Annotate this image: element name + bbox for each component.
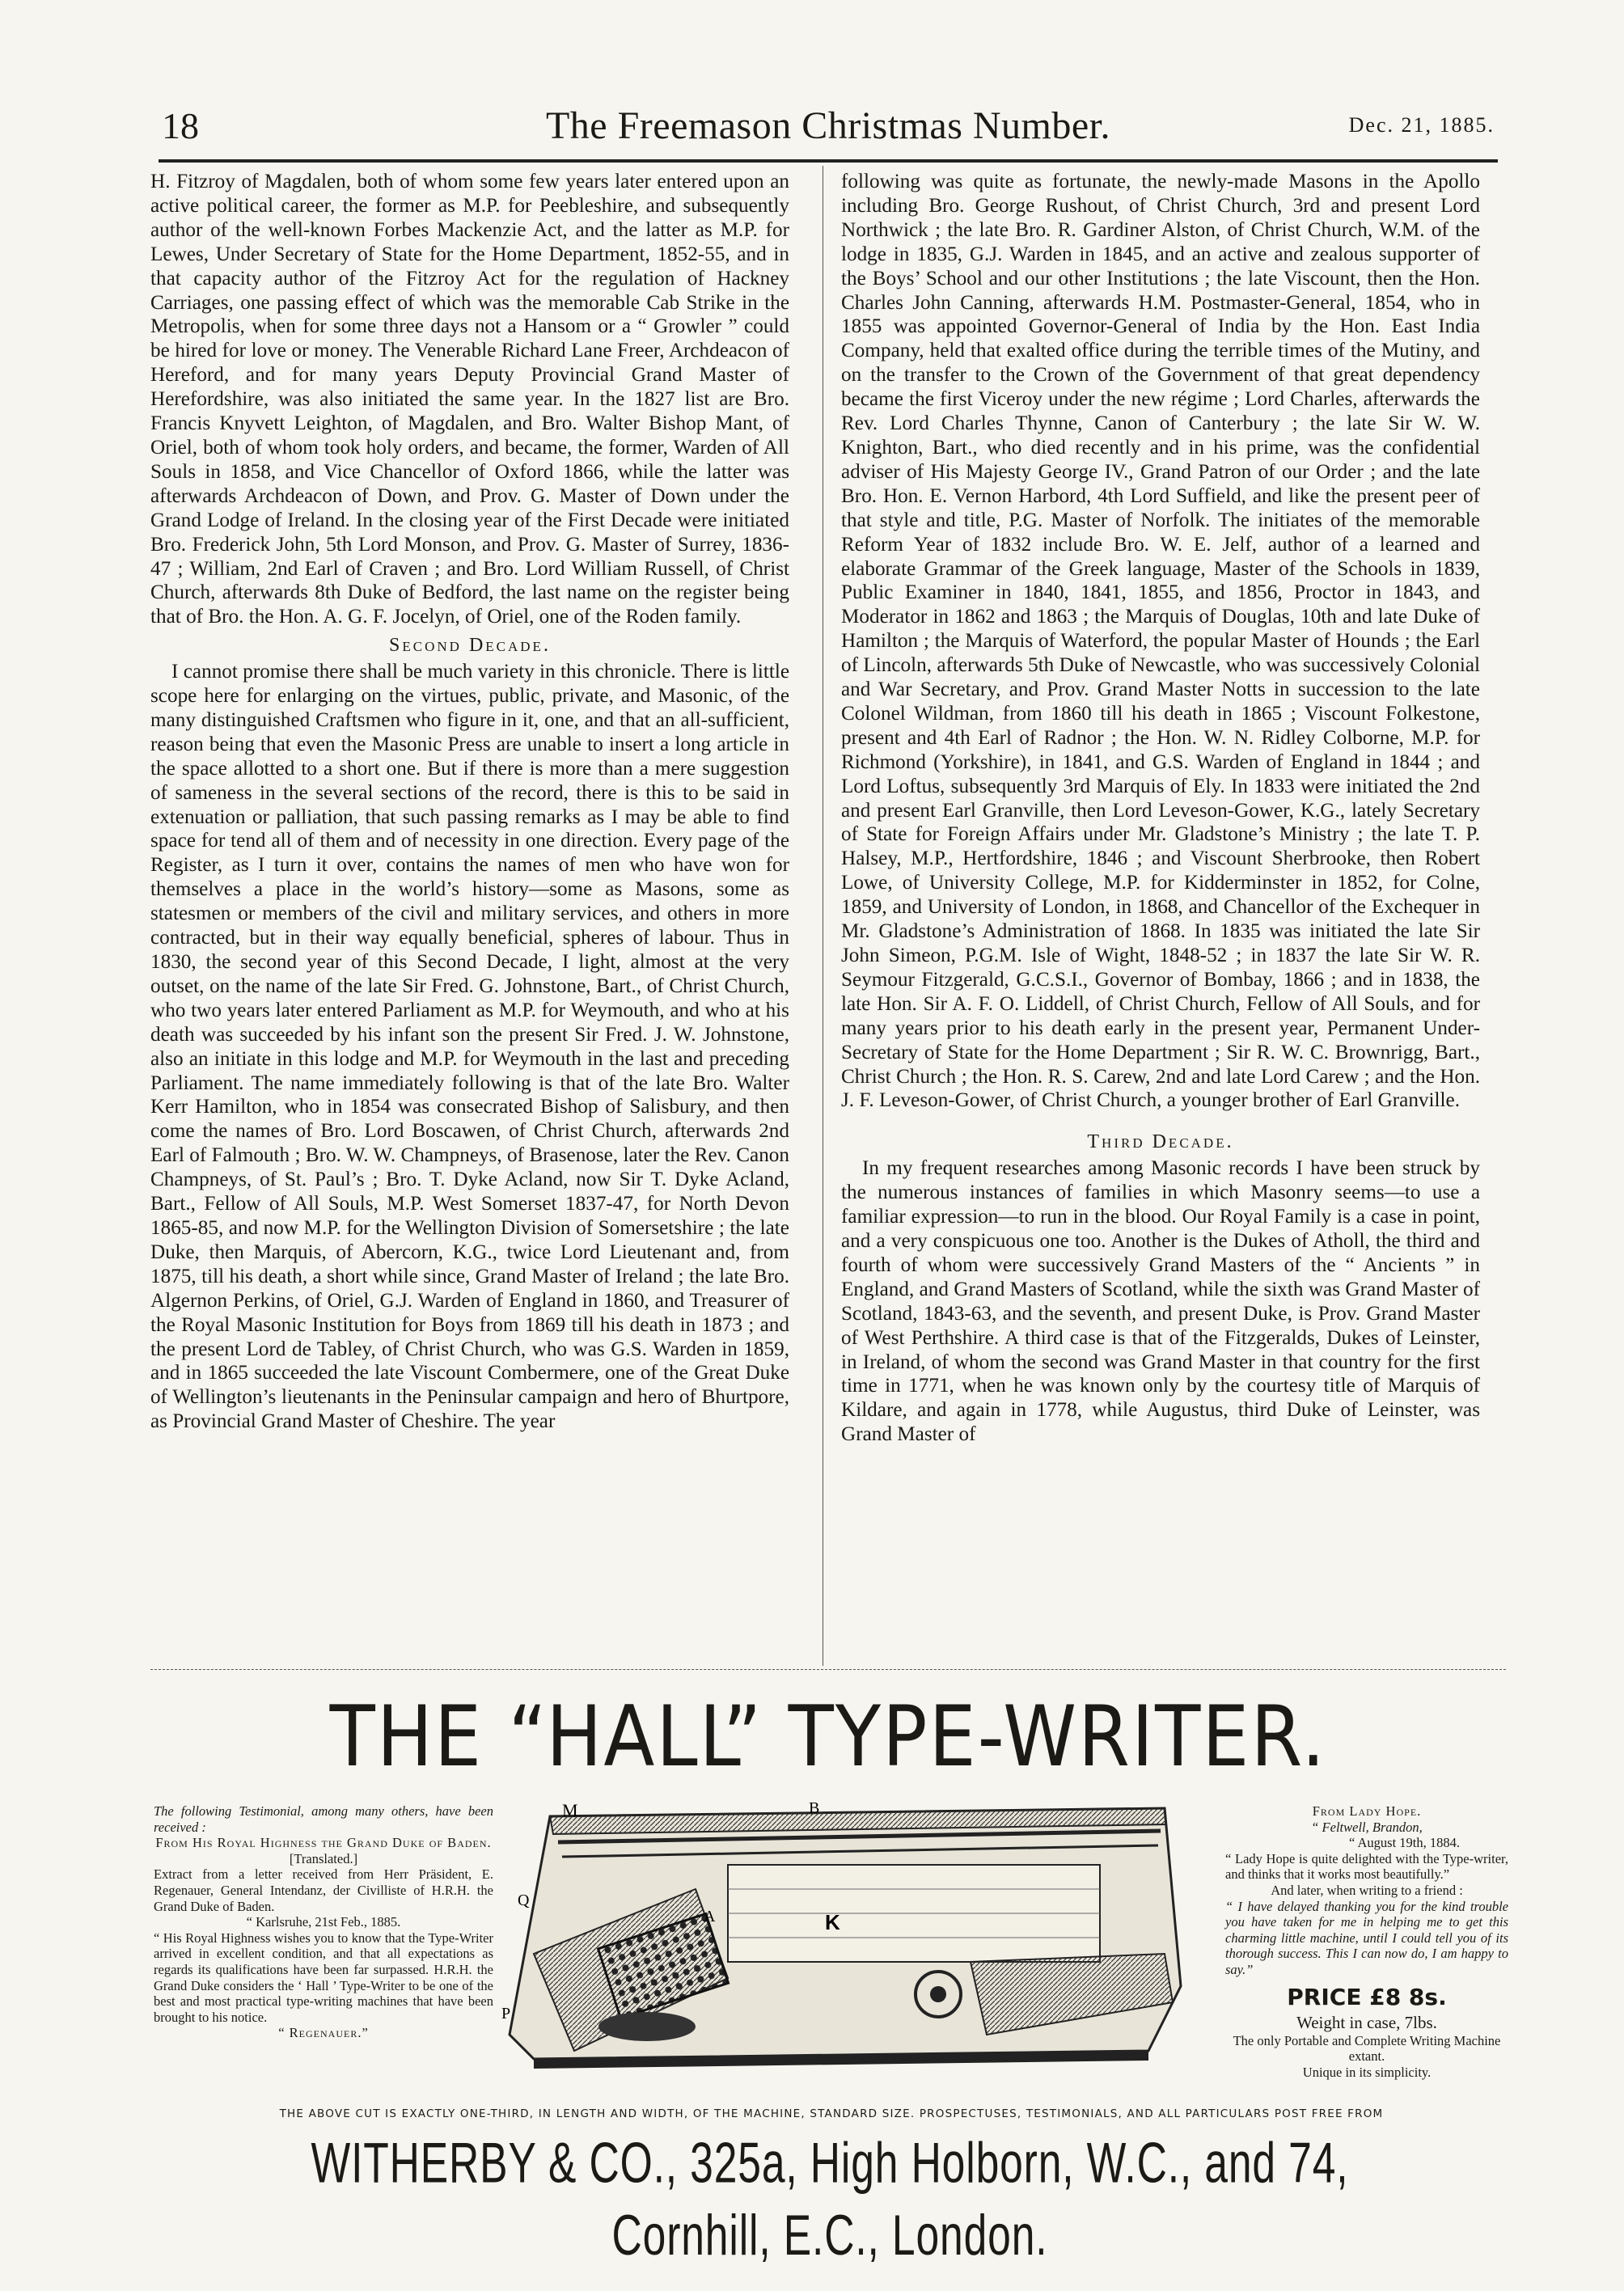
left-column: [150, 170, 789, 1434]
lady-hope-body-2: And later, when writing to a friend :: [1271, 1882, 1463, 1898]
testimonial-body: “ His Royal Highness wishes you to know that the Type-Writer arrived in excellent condition, and that all expectations as regards its qualifications have been far surpassed. H.R.H. the Grand Duke considers the ‘ Hall ’ Type-Writer to be one of the best and most practical type-writing machines that have been brought to his notice.: [154, 1930, 493, 2025]
tagline: The only Portable and Complete Writing Machine extant.: [1233, 2032, 1501, 2065]
lady-hope-date: “ August 19th, 1884.: [1348, 1835, 1460, 1851]
advertiser-address: WITHERBY & CO., 325a, High Holborn, W.C., and 74, Cornhill, E.C., London.: [311, 2130, 1349, 2268]
left-paragraph-1: H. Fitzroy of Magdalen, both of whom some few years later entered upon an active political career, the former as M.P. for Peebleshire, and subsequently author of the well-known Forbes Mackenzie Act, and the latter as M.P. for Lewes, Under Secretary of State for the Home Department, 1852-55, and in that capacity author of the Fitzroy Act for the regulation of Hackney Carriages, one passing effect of which was the memorable Cab Strike in the Metropolis, when for some three days not a Hansom or a “ Growler ” could be hired for love or money. The Venerable Richard Lane Freer, Archdeacon of Hereford, and for many years Deputy Provincial Grand Master of Herefordshire, was also initiated the same year. In the 1827 list are Bro. Francis Knyvett Leighton, of Magdalen, and Bro. Walter Bishop Mant, of Oriel, both of whom took holy orders, and became, the former, Warden of All Souls in 1858, and Vice Chancellor of Oxford 1866, while the latter was afterwards Archdeacon of Down, and Prov. G. Master of Down under the Grand Lodge of Ireland. In the closing year of the First Decade were initiated Bro. Frederick John, 5th Lord Monson, and Prov. G. Master of Surrey, 1836-47 ; William, 2nd Earl of Craven ; and Bro. Lord William Russell, of Christ Church, afterwards 8th Duke of Bedford, the last name on the register being that of Bro. the Hon. A. G. F. Jocelyn, of Oriel, one of the Roden family.: [150, 171, 789, 628]
price-label: PRICE £8 8s.: [1287, 1983, 1447, 2010]
page-number: 18: [162, 105, 199, 146]
machine-letter-p: P: [501, 2005, 511, 2023]
machine-letter-k: K: [825, 1910, 840, 1934]
right-paragraph-1: following was quite as fortunate, the newly-made Masons in the Apollo including Bro. George Rushout, of Christ Church, 3rd and present Lord Northwick ; the late Bro. R. Gardiner Alston, of Christ Church, W.M. of the lodge in 1835, G.J. Warden in 1845, and an active and zealous supporter of the Boys’ School and our other Institutions ; the late Viscount, then the Hon. Charles John Canning, afterwards H.M. Postmaster-General, 1854, who in 1855 was appointed Governor-General of India by the Hon. East India Company, held that exalted office during the terrible times of the Mutiny, and on the transfer to the Crown of the Government of that great dependency became the first Viceroy under the new régime ; Lord Charles, afterwards the Rev. Lord Charles Thynne, Canon of Canterbury ; the late Sir W. W. Knighton, Bart., who died recently and in his prime, was the confidential adviser of His Majesty George IV., Grand Patron of our Order ; and the late Bro. Hon. E. Vernon Harbord, 4th Lord Suffield, and like the present peer of that style and title, P.G. Master of Norfolk. The initiates of the memorable Reform Year of 1832 include Bro. W. E. Jelf, author of a learned and elaborate Grammar of the Greek language, Master of the Schools in 1839, Public Examiner in 1840, 1841, 1855, and 1856, Proctor in 1843, and Moderator in 1862 and 1863 ; the Marquis of Douglas, 10th and late Duke of Hamilton ; the Marquis of Waterford, the popular Master of Hounds ; the Earl of Lincoln, afterwards 5th Duke of Newcastle, who was successively Colonial and War Secretary, and Prov. Grand Master Notts in succession to the late Colonel Wildman, from 1860 till his death in 1865 ; Viscount Folkestone, present and 4th Earl of Radnor ; the Hon. W. N. Ridley Colborne, M.P. for Richmond (Yorkshire), in 1841, and G.S. Warden of England in 1844 ; and Lord Loftus, subsequently 3rd Marquis of Ely. In 1833 were initiated the 2nd and present Earl Granville, then Lord Leveson-Gower, K.G., lately Secretary of State for Foreign Affairs under Mr. Gladstone’s Ministry ; the late T. P. Halsey, M.P., Hertfordshire, 1846 ; and Viscount Sherbrooke, then Robert Lowe, of University College, M.P. for Kidderminster in 1852, for Colne, 1859, and University of London, in 1868, and Chancellor of the Exchequer in Mr. Gladstone’s Administration of 1868. In 1835 was initiated the late Sir John Simeon, P.G.M. Isle of Wight, 1848-52 ; in 1837 the late Sir W. R. Seymour Fitzgerald, G.C.S.I., Governor of Bombay, 1866 ; and in 1838, the late Hon. Sir A. F. O. Liddell, of Christ Church, Fellow of All Souls, and for many years prior to his death early in the present year, Permanent Under-Secretary of State for the Home Department ; Sir R. W. C. Brownrigg, Bart., Christ Church ; the Hon. R. S. Carew, 2nd and late Lord Carew ; and the Hon. J. F. Leveson-Gower, of Christ Church, a younger brother of Earl Granville.: [841, 171, 1480, 1112]
typewriter-illustration: [485, 1792, 1205, 2079]
testimonial-grand-duke: [154, 1803, 493, 2041]
machine-letter-a: A: [704, 1908, 716, 1925]
lady-hope-address: “ Feltwell, Brandon,: [1311, 1819, 1423, 1835]
machine-letter-m: M: [562, 1800, 578, 1820]
header-rule: [159, 159, 1498, 163]
right-paragraph-2: In my frequent researches among Masonic records I have been struck by the numerous instances of families in which Masonry seems—to use a familiar expression—to run in the blood. Our Royal Family is a case in point, and a very conspicuous one too. Another is the Dukes of Atholl, the third and fourth of whom were successively Grand Masters of the “ Ancients ” in England, and Grand Masters of Scotland, while the sixth was Grand Master of Scotland, 1843-63, and the seventh, and present Duke, is Prov. Grand Master of West Perthshire. A third case is that of the Fitzgeralds, Dukes of Leinster, in Ireland, of whom the second was Grand Master in that country for the first time in 1771, when he was known only by the courtesy title of Marquis of Kildare, and again in 1778, while Augustus, third Duke of Leinster, was Grand Master of: [841, 1157, 1480, 1446]
issue-date: Dec. 21, 1885.: [1348, 113, 1495, 137]
advertisement-rule: [150, 1669, 1506, 1670]
machine-letter-q: Q: [518, 1892, 530, 1909]
lady-hope-from: From Lady Hope.: [1312, 1803, 1422, 1819]
publication-title: The Freemason Christmas Number.: [545, 104, 1111, 147]
lady-hope-body-1: “ Lady Hope is quite delighted with the Type-writer, and thinks that it works most beautifully.”: [1225, 1850, 1508, 1883]
illustration-note: THE ABOVE CUT IS EXACTLY ONE-THIRD, IN LENGTH AND WIDTH, OF THE MACHINE, STANDARD SIZE. PROSPECTUSES, TESTIMONIALS, AND ALL PARTICULARS POST FREE FROM: [279, 2107, 1384, 2120]
testimonial-lady-hope: [1225, 1803, 1508, 2080]
advertisement-headline: THE “HALL” TYPE-WRITER.: [329, 1688, 1327, 1786]
left-paragraph-2: I cannot promise there shall be much variety in this chronicle. There is little scope here for enlarging on the virtues, public, private, and Masonic, of the many distinguished Craftsmen who figure in it, one, and that an all-sufficient, reason being that even the Masonic Press are unable to insert a long article in the space allotted to a short one. But if there is more than a mere suggestion of sameness in the several sections of the record, there is this to be said in extenuation or palliation, that such passing remarks as I may be able to find space for tend all of them and of necessity in one direction. Every page of the Register, as I turn it over, contains the names of men who have won for themselves a place in the world’s history—some as Masons, some as statesmen or members of the civil and military services, and others in more contracted, but in their way equally beneficial, spheres of labour. Thus in 1830, the second year of this Second Decade, I light, almost at the very outset, on the name of the late Sir Fred. G. Johnstone, Bart., of Christ Church, who two years later entered Parliament as M.P. for Weymouth, and who at his death was succeeded by his infant son the present Sir Fred. J. W. Johnstone, also an initiate in this lodge and M.P. for Weymouth in the last and preceding Parliament. The name immediately following is that of the late Bro. Walter Kerr Hamilton, who in 1854 was consecrated Bishop of Salisbury, and then come the names of Bro. Lord Boscawen, of Christ Church, afterwards 2nd Earl of Falmouth ; Bro. W. W. Champneys, of Brasenose, later the Rev. Canon Champneys, of St. Paul’s ; Bro. T. Dyke Acland, now Sir T. Dyke Acland, Bart., Fellow of All Souls, M.P. West Somerset 1837-47, for North Devon 1865-85, and now M.P. for the Wellington Division of Somersetshire ; the late Duke, then Marquis, of Abercorn, K.G., twice Lord Lieutenant and, from 1875, till his death, a short while since, Grand Master of Ireland ; the late Bro. Algernon Perkins, of Oriel, G.J. Warden of England in 1860, and Treasurer of the Royal Masonic Institution for Boys from 1869 till his death in 1873 ; and the present Lord de Tabley, of Christ Church, who was G.S. Warden in 1859, and in 1865 succeeded the late Viscount Combermere, one of the Great Duke of Wellington’s lieutenants in the Peninsular campaign and hero of Bhurtpore, as Provincial Grand Master of Cheshire. The year: [150, 661, 789, 1433]
machine-letter-b: B: [809, 1799, 820, 1817]
lady-hope-body-3: “ I have delayed thanking you for the kind trouble you have taken for me in helping me to get this charming little machine, until I could tell you of its thorough success. This I can now do, I am happy to say.”: [1225, 1898, 1508, 1977]
tagline-2: Unique in its simplicity.: [1302, 2064, 1432, 2080]
testimonial-translated: [Translated.]: [289, 1850, 358, 1866]
testimonial-signature: “ Regenauer.”: [278, 2025, 369, 2041]
section-heading-second-decade: Second Decade.: [389, 635, 551, 657]
typewriter-engraving: [485, 1792, 1205, 2079]
section-heading-third-decade: Third Decade.: [1087, 1131, 1234, 1153]
testimonial-from: From His Royal Highness the Grand Duke of Baden.: [155, 1835, 492, 1851]
right-column: [841, 170, 1480, 1447]
testimonial-extract: Extract from a letter received from Herr Präsident, E. Regenauer, General Intendanz, der Civilliste of H.R.H. the Grand Duke of Baden.: [154, 1866, 493, 1914]
weight-label: Weight in case, 7lbs.: [1296, 2012, 1437, 2032]
testimonial-place-date: “ Karlsruhe, 21st Feb., 1885.: [246, 1914, 401, 1930]
testimonial-intro: The following Testimonial, among many others, have been received :: [154, 1803, 493, 1835]
page-header: [162, 104, 1495, 152]
